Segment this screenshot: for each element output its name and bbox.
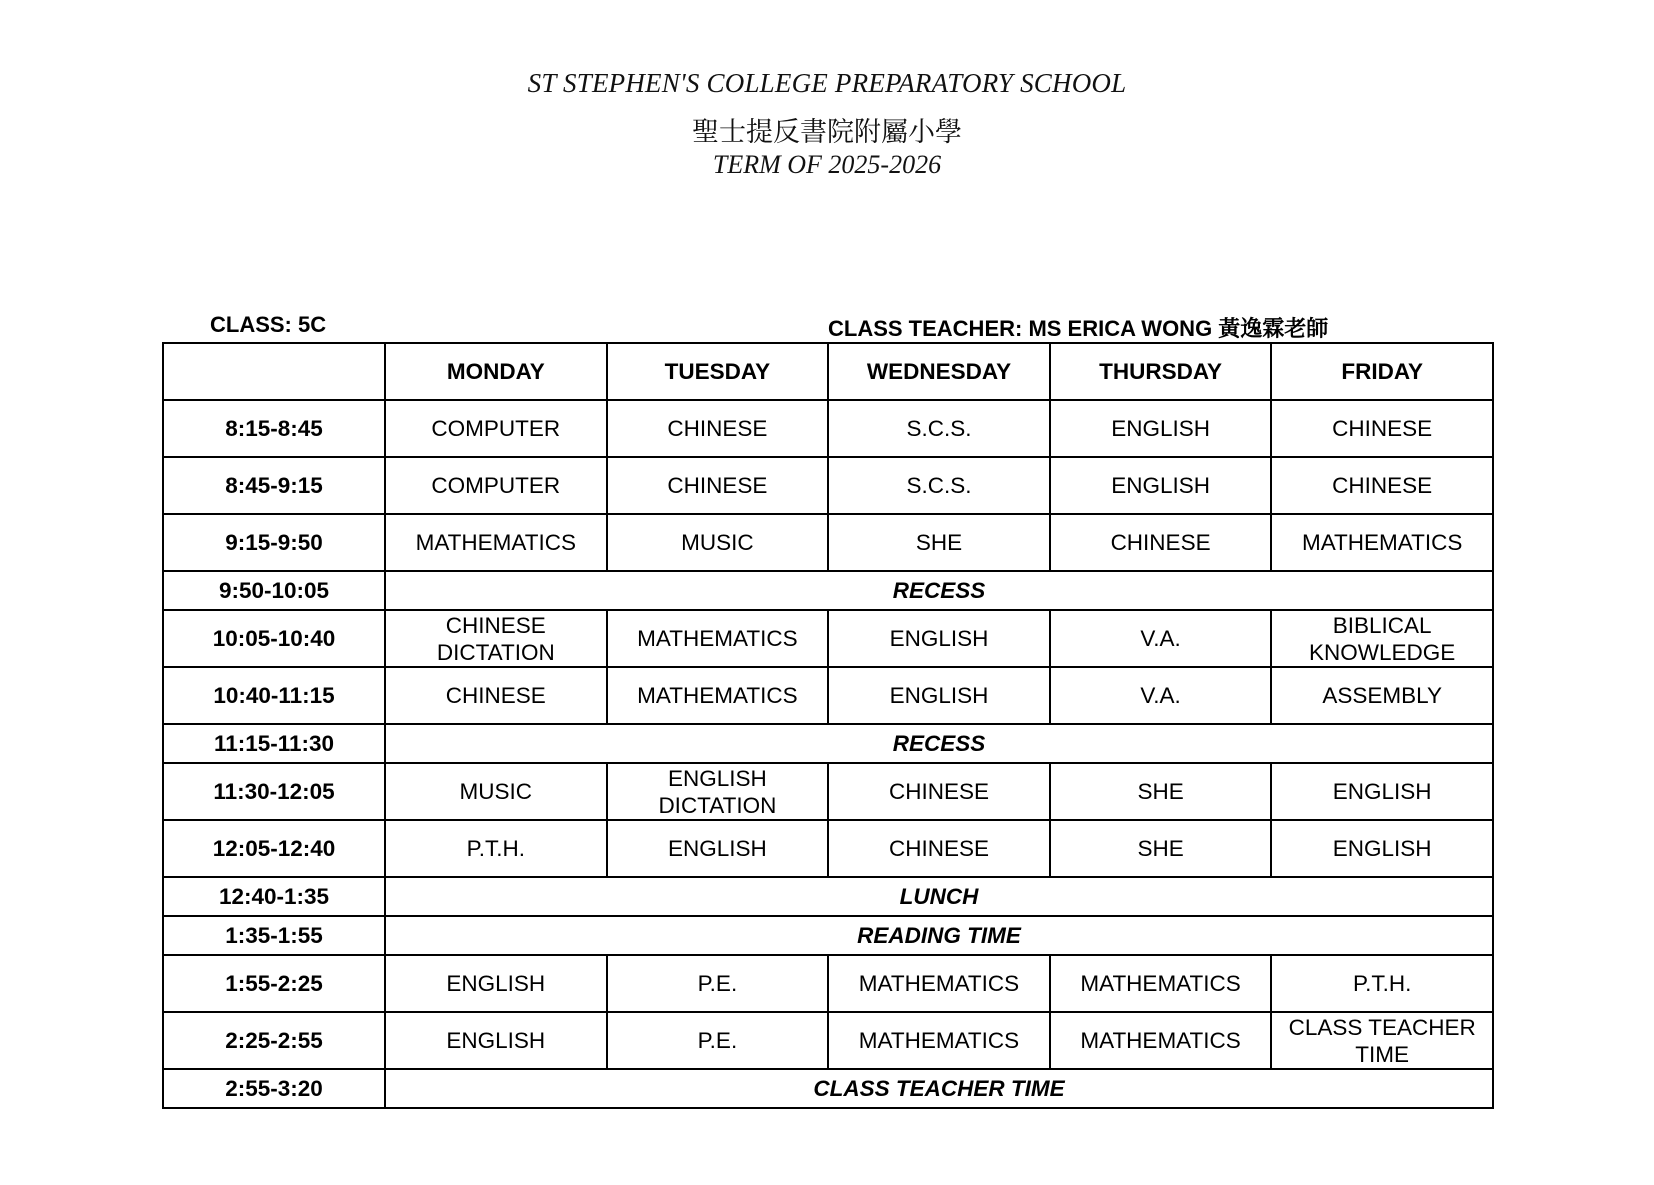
school-name-en: ST STEPHEN'S COLLEGE PREPARATORY SCHOOL (527, 68, 1127, 98)
break-cell: LUNCH (385, 877, 1493, 916)
subject-cell-thursday: SHE (1050, 763, 1272, 820)
day-header-monday: MONDAY (385, 343, 607, 400)
subject-cell-friday: CHINESE (1271, 400, 1493, 457)
break-row (163, 877, 1493, 916)
break-row (163, 724, 1493, 763)
break-cell: CLASS TEACHER TIME (385, 1069, 1493, 1108)
break-cell: RECESS (385, 724, 1493, 763)
subject-cell-monday: CHINESE DICTATION (385, 610, 607, 667)
subject-cell-monday: MATHEMATICS (385, 514, 607, 571)
subject-cell-tuesday: CHINESE (607, 457, 829, 514)
subject-cell-friday: CLASS TEACHER TIME (1271, 1012, 1493, 1069)
lesson-row (163, 1012, 1493, 1069)
subject-cell-thursday: V.A. (1050, 667, 1272, 724)
corner-cell (163, 343, 385, 400)
time-slot-cell: 9:15-9:50 (163, 514, 385, 571)
time-slot-cell: 12:05-12:40 (163, 820, 385, 877)
lesson-row (163, 955, 1493, 1012)
lesson-row (163, 820, 1493, 877)
lesson-row (163, 400, 1493, 457)
subject-cell-tuesday: P.E. (607, 1012, 829, 1069)
subject-cell-thursday: V.A. (1050, 610, 1272, 667)
time-slot-cell: 1:55-2:25 (163, 955, 385, 1012)
subject-cell-tuesday: MUSIC (607, 514, 829, 571)
subject-cell-wednesday: MATHEMATICS (828, 955, 1050, 1012)
subject-cell-monday: P.T.H. (385, 820, 607, 877)
subject-cell-tuesday: CHINESE (607, 400, 829, 457)
subject-cell-monday: ENGLISH (385, 955, 607, 1012)
time-slot-cell: 10:40-11:15 (163, 667, 385, 724)
subject-cell-wednesday: ENGLISH (828, 667, 1050, 724)
subject-cell-friday: ASSEMBLY (1271, 667, 1493, 724)
time-slot-cell: 10:05-10:40 (163, 610, 385, 667)
break-row (163, 916, 1493, 955)
subject-cell-tuesday: P.E. (607, 955, 829, 1012)
lesson-row (163, 763, 1493, 820)
time-slot-cell: 12:40-1:35 (163, 877, 385, 916)
subject-cell-wednesday: S.C.S. (828, 400, 1050, 457)
break-cell: RECESS (385, 571, 1493, 610)
subject-cell-thursday: MATHEMATICS (1050, 1012, 1272, 1069)
term-title: TERM OF 2025-2026 (712, 150, 942, 179)
time-slot-cell: 11:30-12:05 (163, 763, 385, 820)
time-slot-cell: 8:45-9:15 (163, 457, 385, 514)
subject-cell-wednesday: MATHEMATICS (828, 1012, 1050, 1069)
time-slot-cell: 11:15-11:30 (163, 724, 385, 763)
subject-cell-tuesday: ENGLISH DICTATION (607, 763, 829, 820)
day-header-thursday: THURSDAY (1050, 343, 1272, 400)
break-row (163, 571, 1493, 610)
time-slot-cell: 8:15-8:45 (163, 400, 385, 457)
time-slot-cell: 1:35-1:55 (163, 916, 385, 955)
day-header-friday: FRIDAY (1271, 343, 1493, 400)
subject-cell-monday: COMPUTER (385, 457, 607, 514)
subject-cell-friday: BIBLICAL KNOWLEDGE (1271, 610, 1493, 667)
subject-cell-wednesday: SHE (828, 514, 1050, 571)
subject-cell-wednesday: CHINESE (828, 820, 1050, 877)
subject-cell-wednesday: ENGLISH (828, 610, 1050, 667)
subject-cell-thursday: MATHEMATICS (1050, 955, 1272, 1012)
break-row (163, 1069, 1493, 1108)
subject-cell-thursday: SHE (1050, 820, 1272, 877)
subject-cell-tuesday: MATHEMATICS (607, 610, 829, 667)
subject-cell-wednesday: S.C.S. (828, 457, 1050, 514)
subject-cell-tuesday: MATHEMATICS (607, 667, 829, 724)
time-slot-cell: 2:25-2:55 (163, 1012, 385, 1069)
break-cell: READING TIME (385, 916, 1493, 955)
subject-cell-thursday: ENGLISH (1050, 457, 1272, 514)
subject-cell-friday: ENGLISH (1271, 763, 1493, 820)
subject-cell-tuesday: ENGLISH (607, 820, 829, 877)
subject-cell-thursday: CHINESE (1050, 514, 1272, 571)
class-label: CLASS: 5C (210, 312, 327, 337)
timetable-body (163, 343, 1493, 1108)
time-slot-cell: 2:55-3:20 (163, 1069, 385, 1108)
lesson-row (163, 457, 1493, 514)
subject-cell-monday: MUSIC (385, 763, 607, 820)
header-row (163, 343, 1493, 400)
time-slot-cell: 9:50-10:05 (163, 571, 385, 610)
subject-cell-wednesday: CHINESE (828, 763, 1050, 820)
subject-cell-thursday: ENGLISH (1050, 400, 1272, 457)
subject-cell-friday: P.T.H. (1271, 955, 1493, 1012)
lesson-row (163, 514, 1493, 571)
lesson-row (163, 667, 1493, 724)
subject-cell-monday: CHINESE (385, 667, 607, 724)
subject-cell-friday: ENGLISH (1271, 820, 1493, 877)
day-header-wednesday: WEDNESDAY (828, 343, 1050, 400)
school-name-zh: 聖士提反書院附屬小學 (692, 117, 962, 148)
lesson-row (163, 610, 1493, 667)
subject-cell-friday: CHINESE (1271, 457, 1493, 514)
subject-cell-monday: COMPUTER (385, 400, 607, 457)
day-header-tuesday: TUESDAY (607, 343, 829, 400)
class-teacher-label: CLASS TEACHER: MS ERICA WONG 黃逸霖老師 (828, 316, 1329, 341)
subject-cell-monday: ENGLISH (385, 1012, 607, 1069)
timetable (162, 342, 1494, 1109)
subject-cell-friday: MATHEMATICS (1271, 514, 1493, 571)
